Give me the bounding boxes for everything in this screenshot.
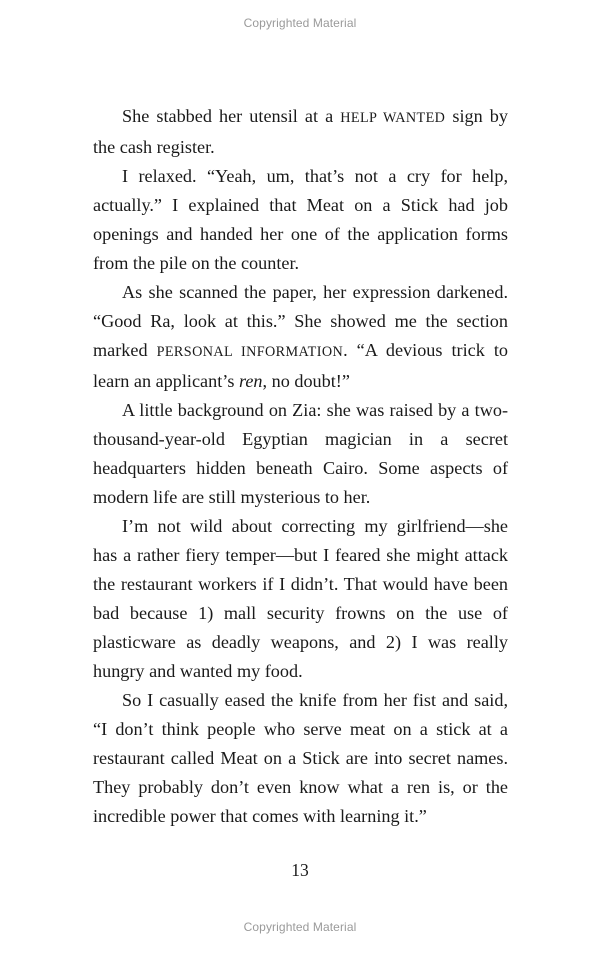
paragraph-3-text-a: As she scanned the paper, her expression darkened. “Good Ra, look at this.” She showed me the section marked [93, 282, 508, 360]
paragraph-1-text-a: She stabbed her utensil at a [122, 106, 341, 126]
page-body-text [93, 102, 508, 831]
paragraph-1-text-b: sign by the cash register. [93, 106, 508, 157]
paragraph-1 [93, 102, 508, 162]
copyright-watermark-bottom: Copyrighted Material [243, 920, 357, 934]
paragraph-3-text-c: , no doubt!” [262, 371, 350, 391]
ren-italic: ren [238, 371, 263, 391]
copyright-watermark-top: Copyrighted Material [243, 16, 357, 30]
paragraph-3 [93, 278, 508, 396]
paragraph-6: So I casually eased the knife from her fist and said, “I don’t think people who serve meat on a stick at a restaurant called Meat on a Stick are into secret names. They probably don’t even know what a ren is, or the incredible power that comes with learning it.” [93, 690, 508, 826]
personal-information-smallcaps: PERSONAL INFORMATION [156, 344, 344, 360]
paragraph-2: I relaxed. “Yeah, um, that’s not a cry for help, actually.” I explained that Meat on a Stick had job openings and handed her one of the application forms from the pile on the counter. [93, 166, 508, 273]
paragraph-5: I’m not wild about correcting my girlfriend—she has a rather fiery temper—but I feared she might attack the restaurant workers if I didn’t. That would have been bad because 1) mall security frowns on the use of plasticware as deadly weapons, and 2) I was really hungry and wanted my food. [93, 516, 508, 681]
help-wanted-smallcaps: HELP WANTED [340, 110, 446, 126]
page-number: 13 [291, 860, 309, 880]
paragraph-3-text-b: . “A devious trick to learn an applicant’s [93, 340, 508, 391]
paragraph-4: A little background on Zia: she was raised by a two-thousand-year-old Egyptian magician in a secret headquarters hidden beneath Cairo. Some aspects of modern life are still mysterious to her. [93, 400, 508, 507]
